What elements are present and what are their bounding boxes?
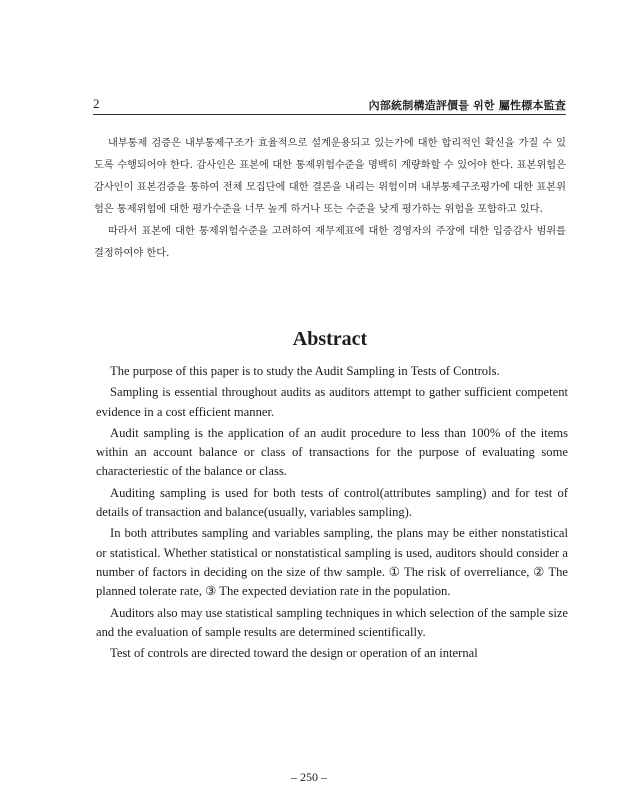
page-footer: – 250 –	[291, 770, 327, 784]
abstract-paragraph: The purpose of this paper is to study the Audit Sampling in Tests of Controls.	[110, 364, 500, 378]
abstract-paragraph: Auditing sampling is used for both tests of control(attributes sampling) and for test of details of transaction and balance(usually, variables sampling).	[96, 485, 568, 520]
abstract-paragraph: Audit sampling is the application of an audit procedure to less than 100% of the items within an account balance or class of transactions for the purpose of evaluating some characteriestic of the balance or class.	[96, 425, 568, 479]
abstract-paragraph: Sampling is essential throughout audits as auditors attempt to gather sufficient competent evidence in a cost efficient manner.	[96, 385, 568, 419]
korean-paragraph: 따라서 표본에 대한 통제위험수준을 고려하여 재무제표에 대한 경영자의 주장에 대한 입증감사 범위를 결정하여야 한다.	[94, 226, 566, 259]
abstract-title: Abstract	[292, 328, 368, 350]
korean-body	[94, 133, 566, 265]
abstract-paragraph: Auditors also may use statistical sampling techniques in which selection of the sample size and the evaluation of sample results are determined scientifically.	[96, 605, 568, 639]
header-running-title: 內部統制構造評價를 위한 屬性標本監査	[368, 99, 566, 112]
header-page-number: 2	[93, 96, 100, 111]
korean-paragraph: 내부통제 검증은 내부통제구조가 효율적으로 설계운용되고 있는가에 대한 합리적인 확신을 가질 수 있도록 수행되어야 한다. 감사인은 표본에 대한 통제위험수준을 명백히 계량화할 수 있어야 한다. 표본위험은 감사인이 표본검증을 통하여 전체 모집단에 대한 결론을 내리는 위험이며 내부통제구조평가에 대한 표본위험은 통제위험에 대한 평가수준을 너무 높게 하거나 또는 수준을 낮게 평가하는 위험을 포함하고 있다.	[94, 138, 566, 215]
running-header	[93, 96, 566, 115]
abstract-paragraph: In both attributes sampling and variables sampling, the plans may be either nonstatistical or statistical. Whether statistical or nonstatistical sampling is used, auditors should consider a number of factors in deciding on the size of thw sample. ① The risk of overreliance, ② The planned tolerate rate, ③ The expected deviation rate in the population.	[96, 526, 568, 599]
abstract-body	[96, 362, 568, 665]
abstract-paragraph: Test of controls are directed toward the design or operation of an internal	[110, 646, 478, 661]
